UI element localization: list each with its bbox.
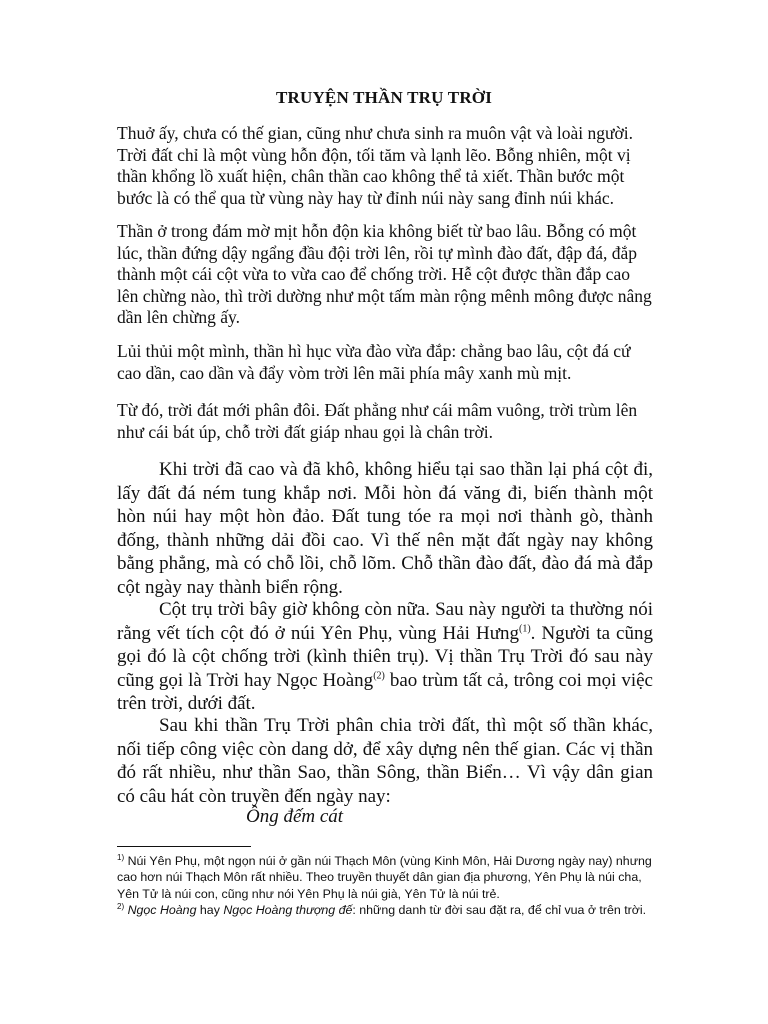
footnote-1: [117, 853, 657, 902]
footnote-2-conjunction: hay: [196, 903, 224, 918]
intro-paragraph-2: Thần ở trong đám mờ mịt hỗn độn kia không biết từ bao lâu. Bỗng có một lúc, thần đứng dậy ngẩng đầu đội trời lên, rồi tự mình đào đất, đập đá, đắp thành một cái cột vừa to vừa cao để chống trời. Hễ cột được thần đắp cao lên chừng nào, thì trời dường như một tấm màn rộng mênh mông được nâng dần lên chừng ấy.: [117, 221, 652, 327]
footnote-2-term-1: Ngọc Hoàng: [127, 903, 197, 918]
intro-paragraph-4: Từ đó, trời đát mới phân đôi. Đất phẳng như cái mâm vuông, trời trùm lên như cái bát úp, chỗ trời đất giáp nhau gọi là chân trời.: [117, 400, 638, 442]
footnote-2-term-2: Ngọc Hoàng thượng đế: [223, 903, 353, 918]
body-paragraph-2: [117, 598, 653, 716]
intro-paragraph-1: Thuở ấy, chưa có thế gian, cũng như chưa sinh ra muôn vật và loài người. Trời đất chỉ là một vùng hỗn độn, tối tăm và lạnh lẽo. Bỗng nhiên, một vị thần khổng lồ xuất hiện, chân thần cao không thể tả xiết. Thần bước một bước là có thể qua từ vùng này hay từ đỉnh núi này sang đỉnh núi khác.: [117, 123, 634, 208]
body-paragraph-2-text-c: bao trùm tất cả, trông coi mọi việc trên trời, dưới đất.: [117, 669, 653, 714]
poem-line: Ông đếm cát: [246, 806, 344, 827]
footnote-2: [117, 902, 657, 918]
body-paragraph-3: Sau khi thần Trụ Trời phân chia trời đất, thì một số thần khác, nối tiếp công việc còn dang dở, để xây dựng nên thế gian. Các vị thần đó rất nhiều, như thần Sao, thần Sông, thần Biển… Vì vậy dân gian có câu hát còn truyền đến ngày nay:: [117, 715, 653, 807]
body-paragraph-1: Khi trời đã cao và đã khô, không hiểu tại sao thần lại phá cột đi, lấy đất đá ném tung khắp nơi. Mỗi hòn đá văng đi, biến thành một hòn núi hay một hòn đảo. Đất tung tóe ra mọi nơi thành gò, thành đống, thành những dải đồi cao. Vì thế nên mặt đất ngày nay không bằng phẳng, mà có chỗ lồi, chỗ lõm. Chỗ thần đào đất, đào đá mà đắp cột ngày nay thành biển rộng.: [117, 459, 653, 598]
footnote-2-marker: 2): [117, 902, 125, 912]
footnote-ref-1: (1): [519, 623, 531, 635]
intro-paragraph-3: Lủi thủi một mình, thần hì hục vừa đào vừa đắp: chẳng bao lâu, cột đá cứ cao dần, cao dần và đẩy vòm trời lên mãi phía mây xanh mù mịt.: [117, 341, 631, 383]
footnotes: [117, 853, 657, 919]
body-paragraph-2-container: [117, 598, 653, 716]
footnote-ref-2: (2): [373, 670, 385, 682]
footnote-2-text: : những danh từ đời sau đặt ra, để chỉ vua ở trên trời.: [352, 903, 647, 918]
footnote-1-text: Núi Yên Phụ, một ngọn núi ở gần núi Thạch Môn (vùng Kinh Môn, Hải Dương ngày nay) nhưng cao hơn núi Thạch Môn rất nhiều. Theo truyền thuyết dân gian địa phương, Yên Phụ là núi cha, Yên Tử là núi con, cũng như nói Yên Phụ là núi già, Yên Tử là núi trẻ.: [117, 854, 652, 901]
body-paragraph-1-container: [117, 458, 653, 599]
footnote-separator: [117, 846, 251, 847]
body-paragraph-3-container: [117, 714, 653, 808]
body-paragraph-2-text-a: Cột trụ trời bây giờ không còn nữa. Sau này người ta thường nói rằng vết tích cột đó ở núi Yên Phụ, vùng Hải Hưng: [117, 599, 653, 644]
page-title: TRUYỆN THẦN TRỤ TRỜI: [275, 88, 493, 107]
body-paragraph-2-text-b: . Người ta cũng gọi đó là cột chống trời (kình thiên trụ). Vị thần Trụ Trời đó sau này cũng gọi là Trời hay Ngọc Hoàng: [117, 622, 653, 691]
footnote-1-marker: 1): [117, 852, 125, 862]
